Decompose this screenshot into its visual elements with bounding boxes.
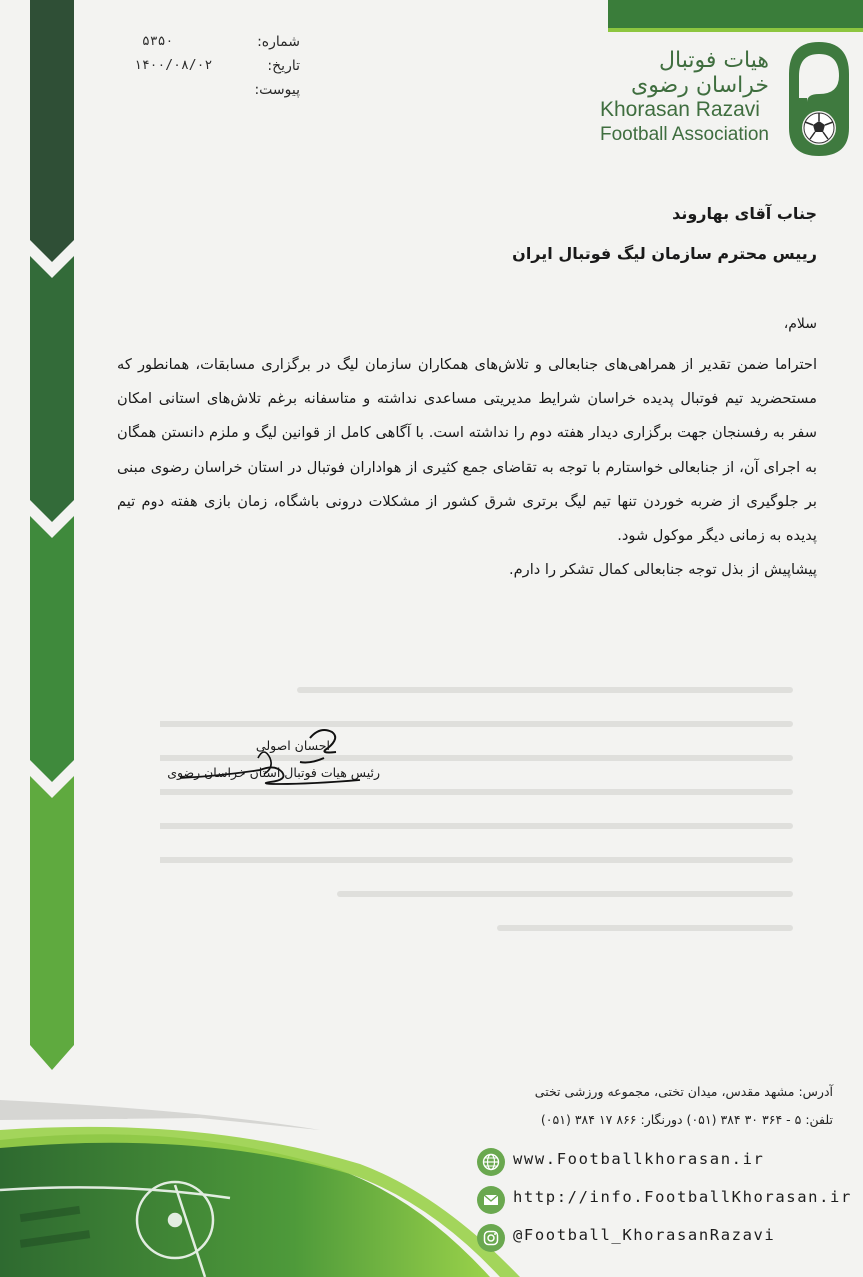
website-link[interactable]: www.Footballkhorasan.ir	[513, 1150, 765, 1168]
recipient-name: جناب آقای بهاروند	[672, 204, 817, 223]
logo-fa-line1: هیات فوتبال	[659, 48, 769, 73]
logo-en-line2: Football Association	[600, 124, 769, 145]
contact-email[interactable]	[477, 1182, 857, 1220]
contact-instagram[interactable]	[477, 1220, 857, 1258]
instagram-handle[interactable]: @Football_KhorasanRazavi	[513, 1226, 776, 1244]
logo-en-line1: Khorasan Razavi	[600, 98, 760, 121]
football-field-graphic	[0, 1090, 520, 1277]
meta-number-label: شماره:	[257, 34, 300, 50]
signatory-name: احسان اصولی	[255, 738, 330, 753]
letter-closing: پیشاپیش از بذل توجه جنابعالی کمال تشکر را دارم.	[508, 561, 817, 579]
email-link[interactable]: http://info.FootballKhorasan.ir	[513, 1188, 852, 1206]
letter-meta	[130, 30, 300, 102]
greeting: سلام،	[783, 316, 817, 332]
meta-number-row	[130, 30, 300, 54]
left-green-ribbon	[0, 0, 110, 1080]
meta-attachment-row	[130, 78, 300, 102]
logo-fa-line2: خراسان رضوی	[630, 73, 769, 98]
footer-address: آدرس: مشهد مقدس، میدان تختی، مجموعه ورزشی تختی	[534, 1084, 833, 1099]
signature-block	[130, 730, 380, 800]
logo-text	[600, 48, 769, 148]
footer-contacts	[477, 1144, 857, 1258]
meta-date-row	[130, 54, 300, 78]
top-green-bar	[608, 0, 863, 28]
handwritten-signature	[160, 718, 370, 798]
letter-body-paragraph: احتراما ضمن تقدیر از همراهی‌های جنابعالی و تلاش‌های همکاران سازمان لیگ در برگزاری مسابقات، همانطور که مستحضرید تیم فوتبال پدیده خراسان شرایط مدیریتی مساعدی نداشته و متاسفانه برغم تلاش‌های استانی امکان سفر به رفسنجان جهت برگزاری دیدار هفته دوم را نداشته است. با آگاهی کامل از قوانین لیگ و ملزم دانستن همگان به اجرای آن، از جنابعالی خواستارم با توجه به تقاضای جمع کثیری از هواداران فوتبال در استان خراسان رضوی مبنی بر جلوگیری از ضربه خوردن تنها تیم لیگ برتری شرق کشور از مشکلات درونی باشگاه، زمان بازی هفته دوم تیم پدیده به زمانی دیگر موکول شود.	[117, 356, 817, 545]
signatory-title: رئیس هیات فوتبال استان خراسان رضوی	[167, 765, 380, 780]
meta-date-value: ۱۴۰۰/۰۸/۰۲	[134, 58, 213, 73]
instagram-icon	[477, 1224, 505, 1252]
meta-number-value: ۵۳۵۰	[142, 34, 174, 49]
globe-icon	[477, 1148, 505, 1176]
footer-phone: تلفن: ۵ - ۳۶۴ ۳۰ ۳۸۴ (۰۵۱) دورنگار: ۸۶۶ ۱۷ ۳۸۴ (۰۵۱)	[540, 1112, 833, 1127]
contact-website[interactable]	[477, 1144, 857, 1182]
envelope-icon	[477, 1186, 505, 1214]
association-logo	[595, 38, 855, 168]
meta-date-label: تاریخ:	[267, 58, 300, 74]
meta-attachment-label: پیوست:	[254, 82, 300, 98]
recipient-title: رییس محترم سازمان لیگ فوتبال ایران	[512, 244, 817, 263]
letter-body	[117, 348, 817, 587]
soccer-ball-icon	[783, 38, 855, 160]
